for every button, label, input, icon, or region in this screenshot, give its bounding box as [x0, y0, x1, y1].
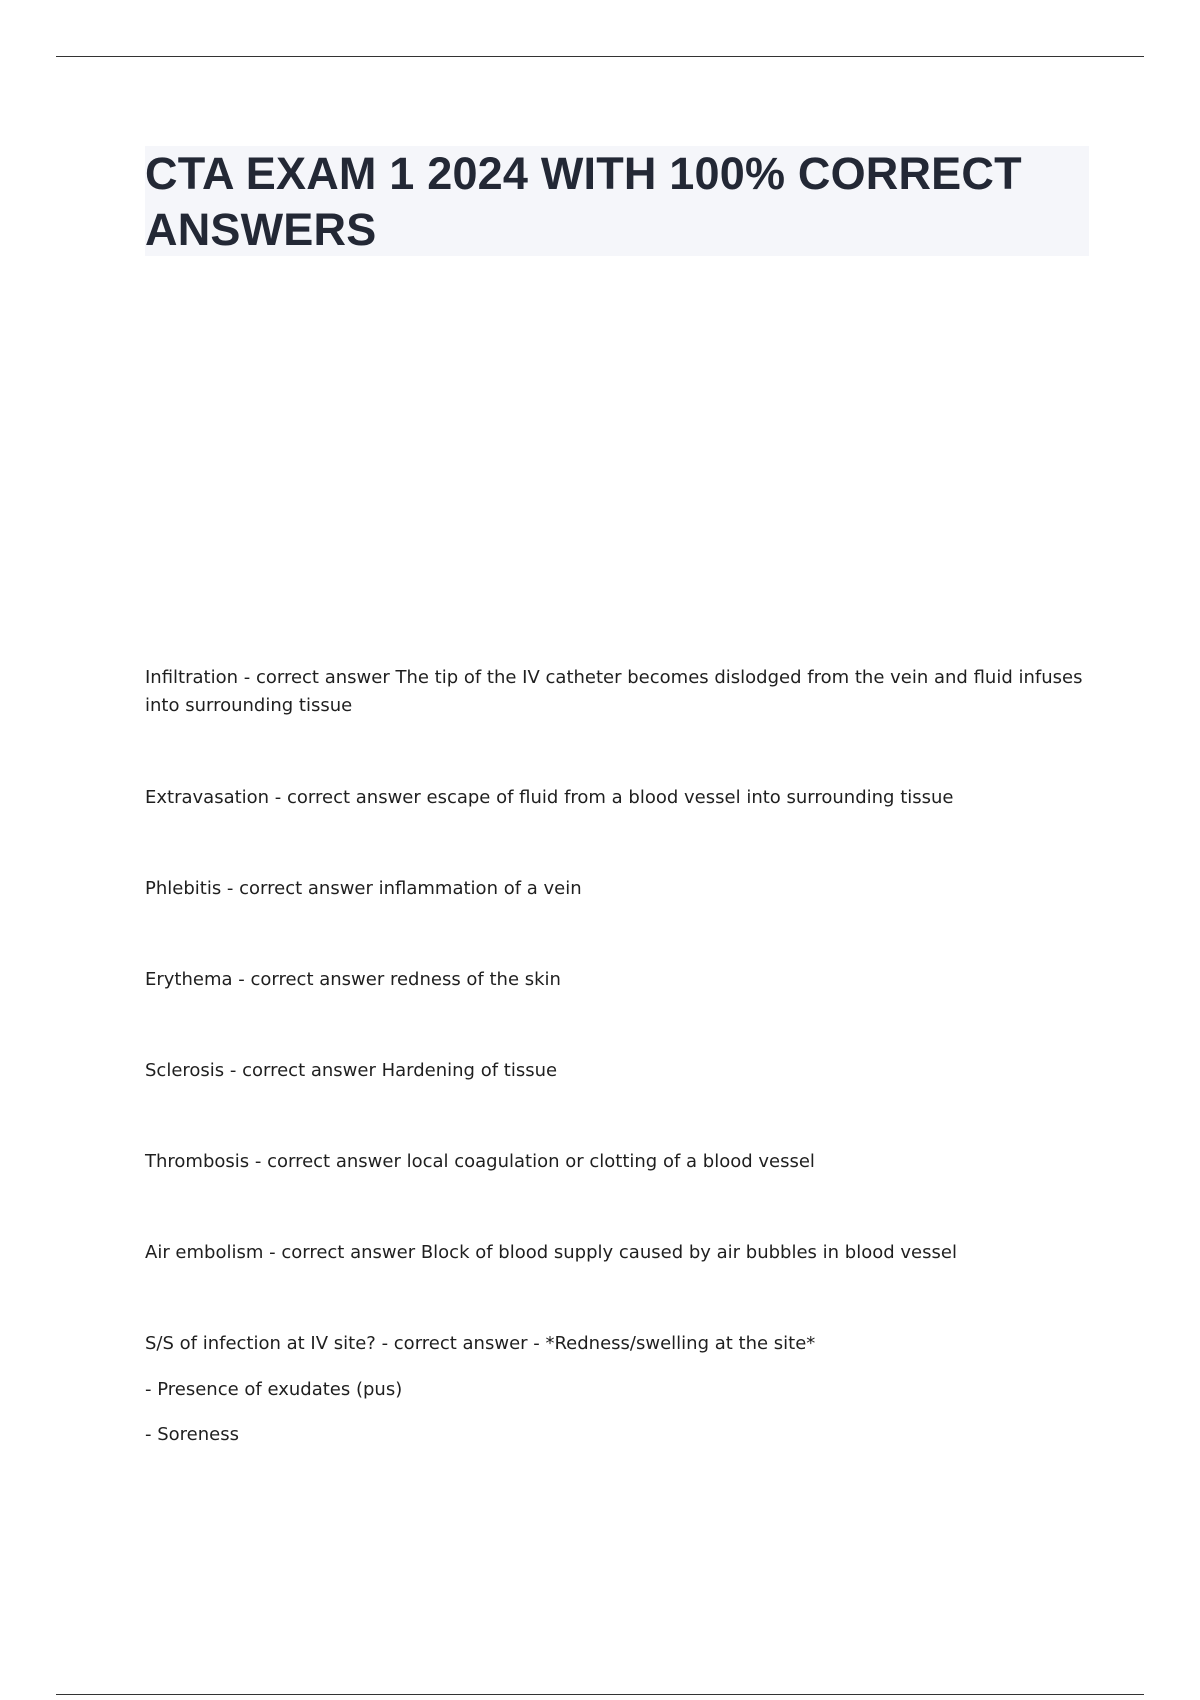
- qa-subitem-exudates: - Presence of exudates (pus): [145, 1379, 403, 1400]
- qa-item-infiltration: Infiltration - correct answer The tip of the IV catheter becomes dislodged from the vein and fluid infuses into surrounding tissue: [145, 667, 1083, 716]
- qa-item-air-embolism: Air embolism - correct answer Block of blood supply caused by air bubbles in blood vessel: [145, 1242, 957, 1263]
- qa-item-phlebitis: Phlebitis - correct answer inflammation of a vein: [145, 878, 582, 899]
- document-title: CTA EXAM 1 2024 WITH 100% CORRECT ANSWERS: [145, 148, 1022, 255]
- qa-item-thrombosis: Thrombosis - correct answer local coagulation or clotting of a blood vessel: [145, 1151, 815, 1172]
- qa-subitem-soreness: - Soreness: [145, 1424, 239, 1445]
- qa-item-infection-signs: S/S of infection at IV site? - correct answer - *Redness/swelling at the site*: [145, 1333, 816, 1354]
- qa-item-sclerosis: Sclerosis - correct answer Hardening of tissue: [145, 1060, 558, 1081]
- qa-item-extravasation: Extravasation - correct answer escape of fluid from a blood vessel into surrounding tissue: [145, 787, 954, 808]
- top-divider: [56, 56, 1144, 57]
- bottom-divider: [56, 1694, 1144, 1695]
- qa-item-erythema: Erythema - correct answer redness of the skin: [145, 969, 561, 990]
- title-block: [145, 146, 1089, 256]
